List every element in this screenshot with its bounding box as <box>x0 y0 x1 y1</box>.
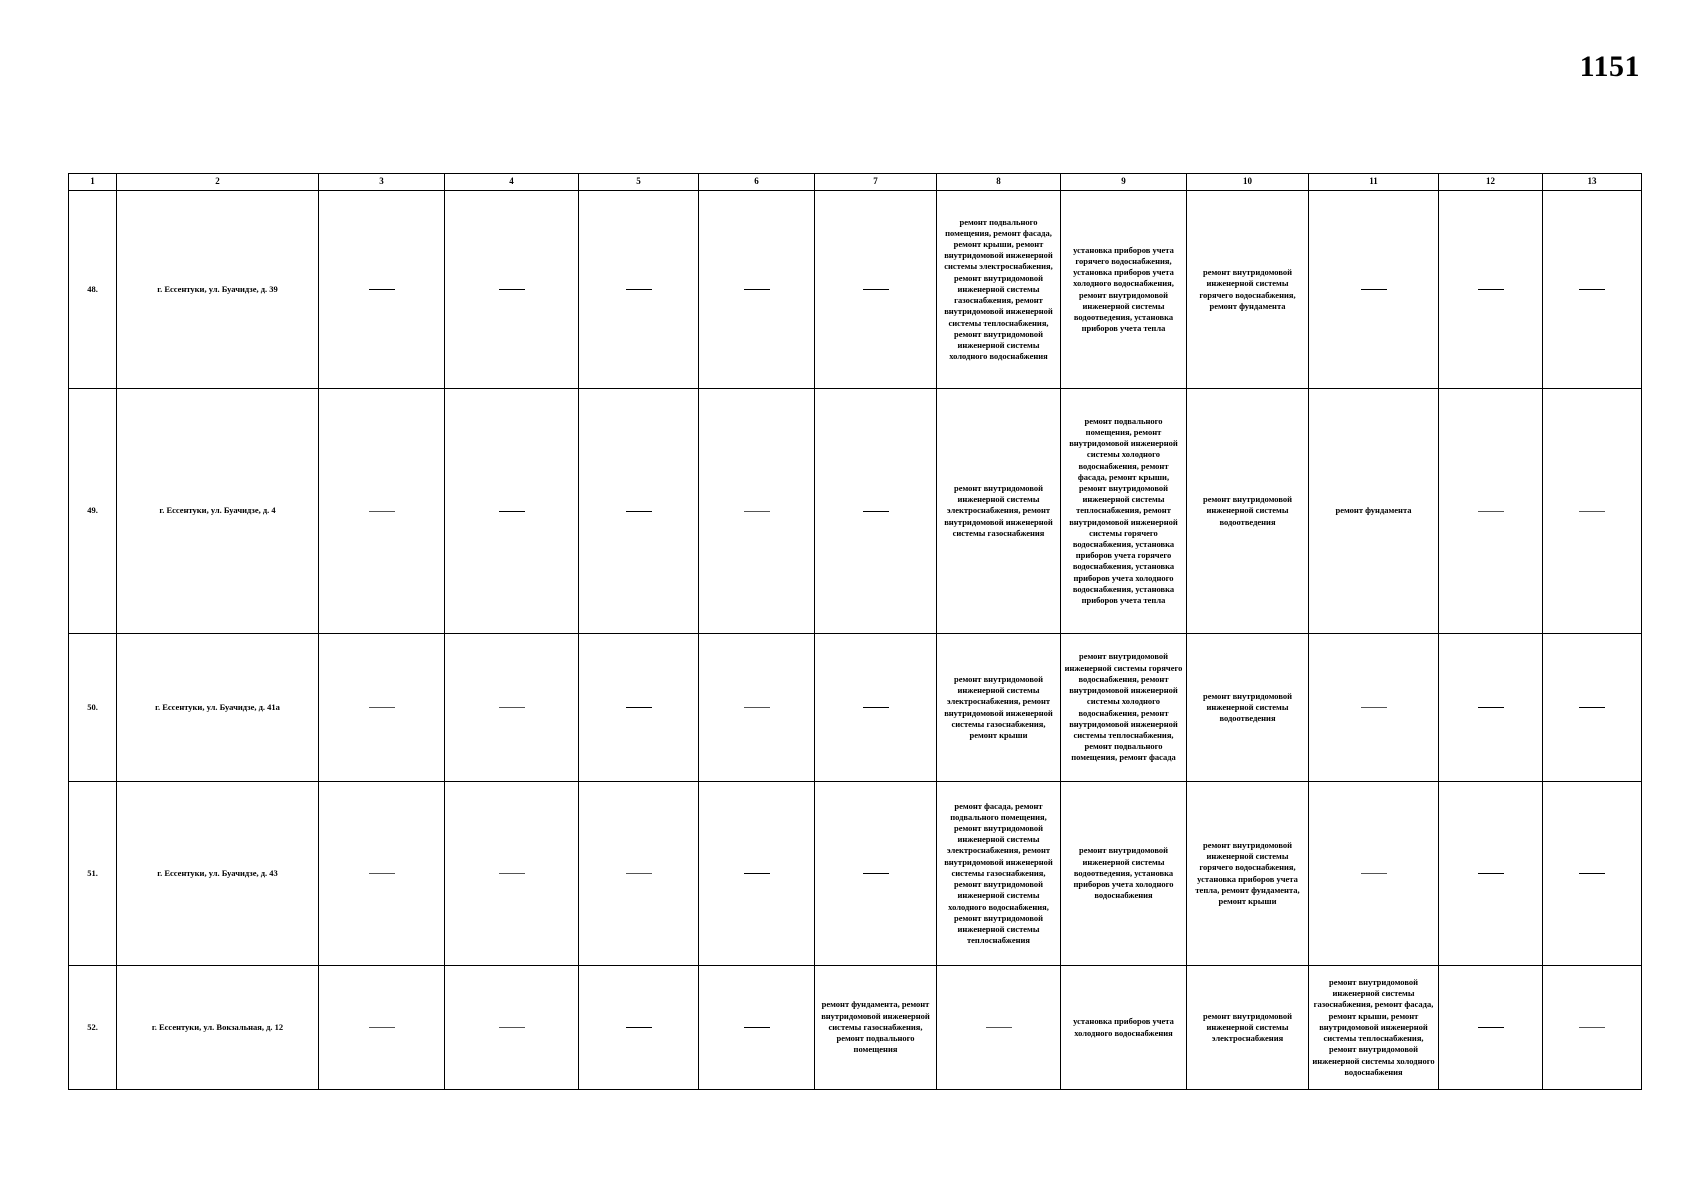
empty-cell <box>1309 634 1439 782</box>
dash-mark <box>499 289 525 290</box>
dash-mark <box>1478 289 1504 290</box>
empty-cell <box>579 966 699 1090</box>
column-number: 9 <box>1061 174 1187 191</box>
dash-mark <box>626 289 652 290</box>
column-number: 3 <box>319 174 445 191</box>
row-number: 52. <box>69 966 117 1090</box>
works-cell: ремонт фундамента <box>1309 389 1439 634</box>
dash-mark <box>1478 1027 1504 1028</box>
works-cell: ремонт внутридомовой инженерной системы горячего водоснабжения, ремонт фундамента <box>1187 191 1309 389</box>
works-cell: ремонт внутридомовой инженерной системы водоотведения <box>1187 634 1309 782</box>
column-number: 1 <box>69 174 117 191</box>
empty-cell <box>319 191 445 389</box>
empty-cell <box>699 191 815 389</box>
dash-mark <box>1478 873 1504 874</box>
empty-cell <box>319 634 445 782</box>
works-cell: ремонт фасада, ремонт подвального помещения, ремонт внутридомовой инженерной системы электроснабжения, ремонт внутридомовой инженерной системы газоснабжения, ремонт внутридомовой инженерной системы холодного водоснабжения, ремонт внутридомовой инженерной системы теплоснабжения <box>937 782 1061 966</box>
works-cell: ремонт внутридомовой инженерной системы газоснабжения, ремонт фасада, ремонт крыши, ремонт внутридомовой инженерной системы теплоснабжения, ремонт внутридомовой инженерной системы холодного водоснабжения <box>1309 966 1439 1090</box>
works-cell: ремонт подвального помещения, ремонт внутридомовой инженерной системы холодного водоснабжения, ремонт фасада, ремонт крыши, ремонт внутридомовой инженерной системы теплоснабжения, ремонт внутридомовой инженерной системы горячего водоснабжения, установка приборов учета горячего водоснабжения, установка приборов учета холодного водоснабжения, установка приборов учета тепла <box>1061 389 1187 634</box>
empty-cell <box>815 191 937 389</box>
empty-cell <box>937 966 1061 1090</box>
row-number: 49. <box>69 389 117 634</box>
empty-cell <box>699 634 815 782</box>
dash-mark <box>626 873 652 874</box>
works-cell: ремонт внутридомовой инженерной системы электроснабжения <box>1187 966 1309 1090</box>
empty-cell <box>1439 966 1543 1090</box>
empty-cell <box>1543 782 1642 966</box>
empty-cell <box>815 634 937 782</box>
dash-mark <box>369 1027 395 1028</box>
empty-cell <box>1309 191 1439 389</box>
dash-mark <box>744 511 770 512</box>
works-table <box>68 173 1642 1090</box>
works-cell: ремонт внутридомовой инженерной системы горячего водоснабжения, ремонт внутридомовой инженерной системы холодного водоснабжения, ремонт внутридомовой инженерной системы теплоснабжения, ремонт подвального помещения, ремонт фасада <box>1061 634 1187 782</box>
dash-mark <box>499 873 525 874</box>
empty-cell <box>579 634 699 782</box>
table-row <box>69 389 1642 634</box>
empty-cell <box>1543 191 1642 389</box>
empty-cell <box>1543 389 1642 634</box>
address-cell: г. Ессентуки, ул. Вокзальная, д. 12 <box>117 966 319 1090</box>
empty-cell <box>1543 634 1642 782</box>
empty-cell <box>1439 389 1543 634</box>
address-cell: г. Ессентуки, ул. Буачидзе, д. 39 <box>117 191 319 389</box>
works-cell: ремонт внутридомовой инженерной системы водоотведения <box>1187 389 1309 634</box>
empty-cell <box>1439 634 1543 782</box>
dash-mark <box>863 511 889 512</box>
dash-mark <box>1361 873 1387 874</box>
column-number: 5 <box>579 174 699 191</box>
empty-cell <box>1439 191 1543 389</box>
dash-mark <box>369 289 395 290</box>
table-row <box>69 191 1642 389</box>
dash-mark <box>369 873 395 874</box>
column-number: 7 <box>815 174 937 191</box>
column-number-row <box>69 174 1642 191</box>
column-number: 6 <box>699 174 815 191</box>
dash-mark <box>1579 289 1605 290</box>
empty-cell <box>699 782 815 966</box>
empty-cell <box>699 389 815 634</box>
address-cell: г. Ессентуки, ул. Буачидзе, д. 41а <box>117 634 319 782</box>
dash-mark <box>863 707 889 708</box>
empty-cell <box>699 966 815 1090</box>
column-number: 10 <box>1187 174 1309 191</box>
dash-mark <box>1478 707 1504 708</box>
works-cell: ремонт подвального помещения, ремонт фасада, ремонт крыши, ремонт внутридомовой инженерной системы электроснабжения, ремонт внутридомовой инженерной системы газоснабжения, ремонт внутридомовой инженерной системы теплоснабжения, ремонт внутридомовой инженерной системы холодного водоснабжения <box>937 191 1061 389</box>
dash-mark <box>744 1027 770 1028</box>
empty-cell <box>319 782 445 966</box>
column-number: 12 <box>1439 174 1543 191</box>
row-number: 51. <box>69 782 117 966</box>
table-row <box>69 966 1642 1090</box>
empty-cell <box>579 782 699 966</box>
empty-cell <box>319 389 445 634</box>
row-number: 48. <box>69 191 117 389</box>
dash-mark <box>863 873 889 874</box>
works-cell: установка приборов учета горячего водоснабжения, установка приборов учета холодного водоснабжения, ремонт внутридомовой инженерной системы водоотведения, установка приборов учета тепла <box>1061 191 1187 389</box>
dash-mark <box>1361 289 1387 290</box>
dash-mark <box>1579 873 1605 874</box>
table-row <box>69 782 1642 966</box>
works-cell: ремонт внутридомовой инженерной системы горячего водоснабжения, установка приборов учета тепла, ремонт фундамента, ремонт крыши <box>1187 782 1309 966</box>
column-number: 13 <box>1543 174 1642 191</box>
works-cell: ремонт внутридомовой инженерной системы электроснабжения, ремонт внутридомовой инженерной системы газоснабжения, ремонт крыши <box>937 634 1061 782</box>
works-cell: ремонт внутридомовой инженерной системы водоотведения, установка приборов учета холодного водоснабжения <box>1061 782 1187 966</box>
works-cell: ремонт внутридомовой инженерной системы электроснабжения, ремонт внутридомовой инженерной системы газоснабжения <box>937 389 1061 634</box>
dash-mark <box>499 511 525 512</box>
works-cell: установка приборов учета холодного водоснабжения <box>1061 966 1187 1090</box>
table-row <box>69 634 1642 782</box>
dash-mark <box>1579 511 1605 512</box>
page-number: 1151 <box>1579 50 1640 83</box>
works-cell: ремонт фундамента, ремонт внутридомовой инженерной системы газоснабжения, ремонт подвального помещения <box>815 966 937 1090</box>
empty-cell <box>1439 782 1543 966</box>
empty-cell <box>1309 782 1439 966</box>
row-number: 50. <box>69 634 117 782</box>
column-number: 8 <box>937 174 1061 191</box>
empty-cell <box>319 966 445 1090</box>
dash-mark <box>744 707 770 708</box>
address-cell: г. Ессентуки, ул. Буачидзе, д. 43 <box>117 782 319 966</box>
dash-mark <box>744 289 770 290</box>
dash-mark <box>1478 511 1504 512</box>
empty-cell <box>815 782 937 966</box>
dash-mark <box>499 1027 525 1028</box>
column-number: 4 <box>445 174 579 191</box>
dash-mark <box>626 511 652 512</box>
dash-mark <box>499 707 525 708</box>
dash-mark <box>626 1027 652 1028</box>
dash-mark <box>986 1027 1012 1028</box>
empty-cell <box>579 191 699 389</box>
empty-cell <box>445 191 579 389</box>
empty-cell <box>445 634 579 782</box>
empty-cell <box>445 966 579 1090</box>
empty-cell <box>1543 966 1642 1090</box>
dash-mark <box>1361 707 1387 708</box>
dash-mark <box>863 289 889 290</box>
column-number: 2 <box>117 174 319 191</box>
dash-mark <box>744 873 770 874</box>
address-cell: г. Ессентуки, ул. Буачидзе, д. 4 <box>117 389 319 634</box>
column-number: 11 <box>1309 174 1439 191</box>
empty-cell <box>579 389 699 634</box>
empty-cell <box>445 389 579 634</box>
dash-mark <box>369 511 395 512</box>
dash-mark <box>369 707 395 708</box>
dash-mark <box>626 707 652 708</box>
dash-mark <box>1579 707 1605 708</box>
empty-cell <box>815 389 937 634</box>
empty-cell <box>445 782 579 966</box>
dash-mark <box>1579 1027 1605 1028</box>
